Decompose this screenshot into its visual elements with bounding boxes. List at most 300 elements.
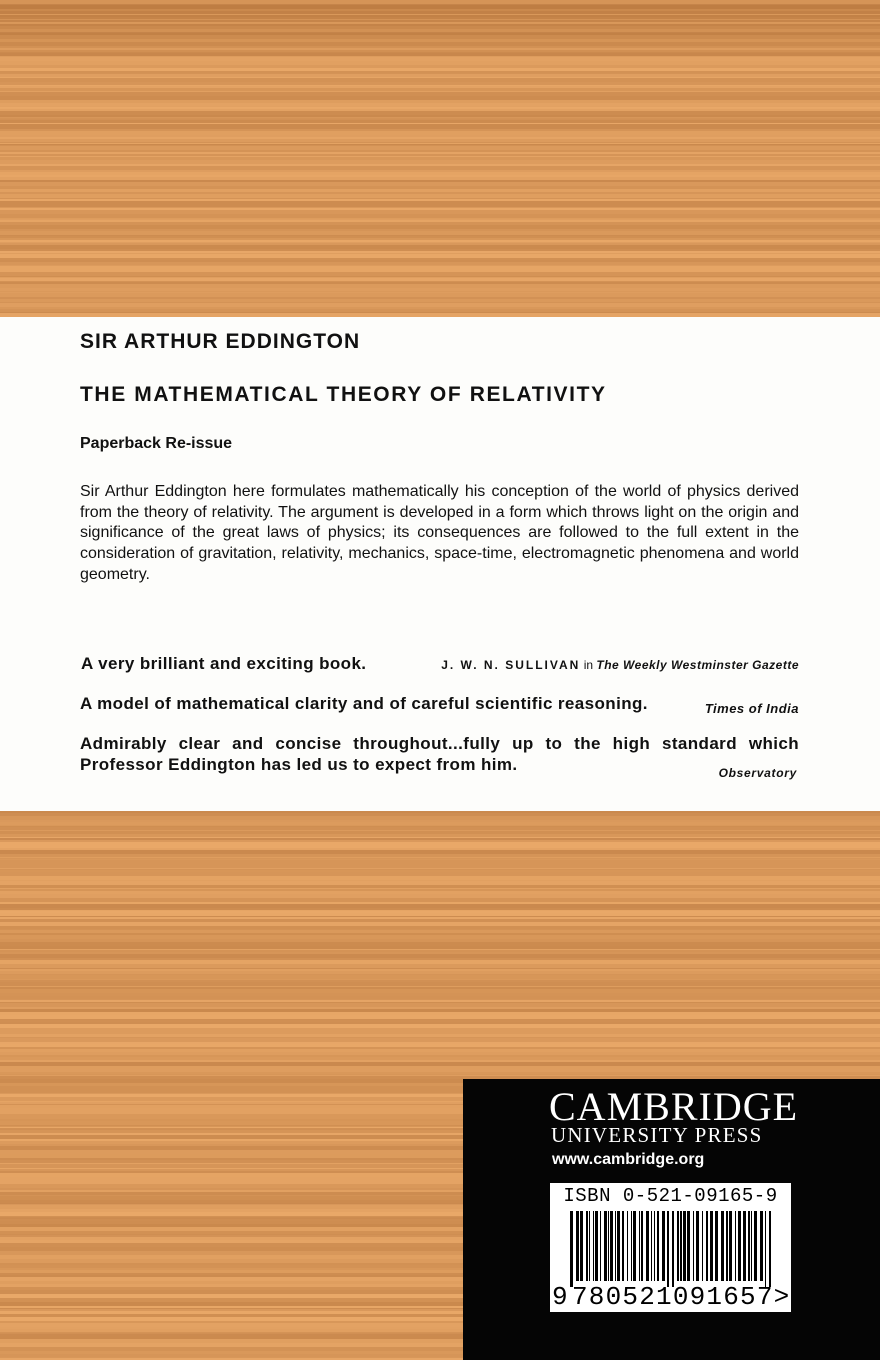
barcode-bar	[576, 1211, 579, 1281]
barcode-bar	[662, 1211, 665, 1281]
wood-grain-band	[0, 22, 880, 23]
barcode-bar	[667, 1211, 669, 1287]
publisher-url: www.cambridge.org	[552, 1151, 705, 1168]
wood-grain-band	[0, 933, 880, 935]
wood-grain-band	[0, 307, 880, 309]
wood-grain-band	[0, 929, 880, 930]
wood-grain-band	[0, 249, 880, 251]
barcode-bar	[715, 1211, 718, 1281]
wood-grain-band	[0, 1024, 880, 1028]
wood-grain-band	[0, 952, 880, 954]
wood-grain-band	[0, 282, 880, 284]
wood-grain-band	[0, 284, 880, 288]
wood-grain-band	[0, 192, 880, 194]
wood-grain-band	[0, 56, 880, 57]
barcode-bar	[748, 1211, 750, 1281]
wood-grain-band	[0, 277, 880, 278]
barcode	[550, 1183, 791, 1312]
wood-grain-band	[0, 103, 880, 106]
wood-grain-band	[0, 180, 880, 182]
wood-grain-band	[0, 20, 880, 22]
wood-grain-band	[0, 1044, 880, 1047]
wood-grain-band	[0, 827, 880, 830]
wood-grain-band	[0, 1075, 880, 1076]
barcode-bar	[627, 1211, 628, 1281]
wood-grain-band	[0, 222, 880, 225]
wood-grain-band	[0, 236, 880, 238]
wood-grain-band	[0, 860, 880, 864]
isbn-label: ISBN 0-521-09165-9	[563, 1185, 778, 1207]
wood-grain-band	[0, 910, 880, 911]
wood-grain-band	[0, 950, 880, 952]
wood-grain-band	[0, 204, 880, 207]
wood-grain-band	[0, 32, 880, 33]
wood-grain-band	[0, 939, 880, 942]
wood-grain-band	[0, 131, 880, 135]
wood-grain-band	[0, 949, 880, 950]
wood-grain-band	[0, 109, 880, 111]
barcode-bar	[654, 1211, 655, 1281]
barcode-bar	[693, 1211, 694, 1281]
barcode-bars	[570, 1211, 774, 1287]
wood-grain-band	[0, 816, 880, 820]
wood-grain-band	[0, 15, 880, 17]
wood-grain-band	[0, 854, 880, 857]
author-name: SIR ARTHUR EDDINGTON	[80, 330, 361, 353]
wood-grain-band	[0, 989, 880, 993]
review-attribution-1	[441, 658, 799, 672]
wood-grain-band	[0, 278, 880, 281]
wood-grain-band	[0, 9, 880, 11]
barcode-bar	[604, 1211, 607, 1281]
wood-grain-band	[0, 857, 880, 858]
wood-grain-band	[0, 225, 880, 229]
wood-grain-top-art	[0, 0, 880, 317]
wood-grain-band	[0, 218, 880, 219]
wood-grain-band	[0, 214, 880, 218]
wood-grain-band	[0, 238, 880, 240]
wood-grain-band	[0, 975, 880, 979]
wood-grain-band	[0, 68, 880, 71]
review-quote-3: Admirably clear and concise throughout...fully up to the high standard which Professor Eddington has led us to expect from him.	[80, 734, 799, 774]
wood-grain-band	[0, 100, 880, 103]
wood-grain-band	[0, 117, 880, 118]
wood-grain-band	[0, 968, 880, 969]
wood-grain-band	[0, 872, 880, 876]
wood-grain-band	[0, 115, 880, 117]
barcode-bar	[631, 1211, 632, 1281]
wood-grain-band	[0, 868, 880, 869]
wood-grain-band	[0, 108, 880, 109]
wood-grain-band	[0, 870, 880, 872]
wood-grain-band	[0, 146, 880, 150]
wood-grain-band	[0, 898, 880, 902]
wood-grain-band	[0, 913, 880, 916]
wood-grain-band	[0, 186, 880, 189]
wood-grain-band	[0, 262, 880, 265]
wood-grain-band	[0, 954, 880, 958]
wood-grain-band	[0, 904, 880, 908]
barcode-bar	[726, 1211, 728, 1281]
wood-grain-band	[0, 987, 880, 989]
wood-grain-band	[0, 57, 880, 61]
wood-grain-band	[0, 288, 880, 291]
wood-grain-band	[0, 908, 880, 910]
wood-grain-band	[0, 911, 880, 913]
edition-label: Paperback Re-issue	[80, 435, 233, 452]
wood-grain-band	[0, 194, 880, 198]
wood-grain-band	[0, 935, 880, 939]
reviewer-name: J. W. N. SULLIVAN	[441, 658, 581, 672]
wood-grain-band	[0, 831, 880, 834]
wood-grain-band	[0, 86, 880, 88]
wood-grain-band	[0, 150, 880, 152]
barcode-bar	[710, 1211, 713, 1281]
wood-grain-band	[0, 199, 880, 201]
wood-grain-band	[0, 891, 880, 894]
wood-grain-band	[0, 1002, 880, 1003]
wood-grain-band	[0, 1055, 880, 1057]
wood-grain-band	[0, 143, 880, 144]
wood-grain-band	[0, 1019, 880, 1020]
wood-grain-band	[0, 177, 880, 180]
wood-grain-band	[0, 210, 880, 214]
wood-grain-band	[0, 11, 880, 14]
barcode-bar	[600, 1211, 601, 1281]
wood-grain-band	[0, 969, 880, 971]
wood-grain-band	[0, 946, 880, 949]
barcode-bar	[765, 1211, 766, 1287]
wood-grain-band	[0, 85, 880, 86]
barcode-bar	[683, 1211, 686, 1281]
barcode-bar	[570, 1211, 573, 1287]
wood-grain-band	[0, 299, 880, 302]
review-source-1: The Weekly Westminster Gazette	[596, 658, 799, 672]
barcode-bar	[580, 1211, 583, 1281]
wood-grain-band	[0, 1032, 880, 1034]
wood-grain-band	[0, 260, 880, 262]
barcode-bar	[729, 1211, 732, 1281]
wood-grain-band	[0, 999, 880, 1000]
wood-grain-band	[0, 53, 880, 56]
wood-grain-band	[0, 919, 880, 922]
barcode-bar	[754, 1211, 757, 1281]
publisher-name: CAMBRIDGE	[549, 1084, 799, 1129]
wood-grain-band	[0, 240, 880, 242]
wood-grain-band	[0, 1057, 880, 1060]
wood-grain-band	[0, 52, 880, 53]
barcode-bar	[622, 1211, 624, 1281]
wood-grain-band	[0, 276, 880, 277]
wood-grain-band	[0, 170, 880, 172]
wood-grain-band	[0, 71, 880, 73]
wood-grain-band	[0, 111, 880, 115]
wood-grain-band	[0, 1042, 880, 1044]
wood-grain-band	[0, 17, 880, 19]
wood-grain-band	[0, 971, 880, 974]
wood-grain-band	[0, 120, 880, 123]
wood-grain-band	[0, 119, 880, 120]
review-source-2: Times of India	[704, 701, 799, 716]
wood-grain-band	[0, 160, 880, 164]
wood-grain-band	[0, 826, 880, 827]
wood-grain-band	[0, 293, 880, 297]
wood-grain-band	[0, 840, 880, 842]
wood-grain-band	[0, 208, 880, 210]
barcode-bar	[677, 1211, 679, 1281]
wood-grain-band	[0, 253, 880, 254]
reviewer-connector: in	[583, 658, 594, 672]
wood-grain-band	[0, 1012, 880, 1015]
wood-grain-band	[0, 265, 880, 266]
barcode-bar	[738, 1211, 741, 1281]
wood-grain-band	[0, 26, 880, 29]
wood-grain-band	[0, 137, 880, 139]
wood-grain-band	[0, 272, 880, 276]
wood-grain-band	[0, 23, 880, 24]
wood-grain-band	[0, 242, 880, 243]
wood-grain-band	[0, 1015, 880, 1019]
wood-grain-band	[0, 198, 880, 199]
wood-grain-band	[0, 1022, 880, 1024]
wood-grain-band	[0, 1076, 880, 1077]
wood-grain-band	[0, 1037, 880, 1038]
wood-grain-band	[0, 825, 880, 826]
wood-grain-band	[0, 993, 880, 996]
barcode-bar	[646, 1211, 649, 1281]
wood-grain-band	[0, 1007, 880, 1009]
wood-grain-band	[0, 1062, 880, 1066]
wood-grain-band	[0, 888, 880, 889]
barcode-bar	[735, 1211, 736, 1281]
barcode-bar	[608, 1211, 609, 1281]
publisher-subtitle: UNIVERSITY PRESS	[551, 1123, 763, 1147]
ean-first-digit: 9	[552, 1282, 568, 1312]
wood-grain-band	[0, 48, 880, 50]
wood-grain-band	[0, 106, 880, 107]
barcode-bar	[769, 1211, 771, 1287]
barcode-bar	[610, 1211, 613, 1281]
barcode-bar	[615, 1211, 616, 1281]
wood-grain-band	[0, 1028, 880, 1032]
wood-grain-band	[0, 942, 880, 946]
wood-grain-band	[0, 220, 880, 222]
wood-grain-band	[0, 291, 880, 292]
wood-grain-band	[0, 92, 880, 96]
wood-grain-band	[0, 1049, 880, 1052]
barcode-bar	[721, 1211, 724, 1281]
wood-grain-band	[0, 1052, 880, 1055]
wood-grain-band	[0, 50, 880, 52]
wood-grain-band	[0, 65, 880, 68]
wood-grain-band	[0, 813, 880, 816]
barcode-bar	[702, 1211, 703, 1281]
wood-grain-band	[0, 156, 880, 157]
wood-grain-band	[0, 894, 880, 898]
wood-grain-band	[0, 107, 880, 108]
barcode-bar	[743, 1211, 746, 1281]
wood-grain-band	[0, 889, 880, 891]
wood-grain-band	[0, 254, 880, 258]
wood-grain-band	[0, 145, 880, 146]
barcode-bar	[751, 1211, 752, 1281]
barcode-bar	[672, 1211, 674, 1287]
wood-grain-band	[0, 243, 880, 245]
book-blurb: Sir Arthur Eddington here formulates mathematically his conception of the world of physics derived from the theory of relativity. The argument is developed in a form which throws light on the origin and significance of the great laws of physics; its consequences are followed to the full extent in the consideration of gravitation, relativity, mechanics, space-time, electromagnetic phenomena and world geometry.	[80, 483, 799, 583]
wood-grain-band	[0, 312, 880, 313]
wood-grain-band	[0, 982, 880, 986]
wood-grain-band	[0, 219, 880, 220]
wood-grain-band	[0, 859, 880, 860]
wood-grain-band	[0, 850, 880, 854]
review-quote-1: A very brilliant and exciting book.	[81, 654, 367, 673]
wood-grain-band	[0, 811, 880, 813]
wood-grain-band	[0, 157, 880, 160]
wood-grain-band	[0, 297, 880, 299]
wood-grain-band	[0, 144, 880, 145]
wood-grain-band	[0, 4, 880, 5]
book-title: THE MATHEMATICAL THEORY OF RELATIVITY	[80, 383, 607, 406]
wood-grain-band	[0, 129, 880, 131]
wood-grain-band	[0, 837, 880, 838]
wood-grain-band	[0, 0, 880, 4]
wood-grain-band	[0, 885, 880, 888]
barcode-bar	[639, 1211, 640, 1281]
wood-grain-band	[0, 5, 880, 9]
wood-grain-band	[0, 830, 880, 831]
review-source-3: Observatory	[718, 766, 797, 780]
wood-grain-band	[0, 1074, 880, 1075]
wood-grain-band	[0, 996, 880, 999]
wood-grain-band	[0, 123, 880, 124]
barcode-bar	[633, 1211, 636, 1281]
wood-grain-band	[0, 201, 880, 204]
wood-grain-band	[0, 303, 880, 307]
barcode-bar	[680, 1211, 682, 1281]
wood-grain-band	[0, 869, 880, 870]
wood-grain-band	[0, 834, 880, 837]
wood-grain-band	[0, 309, 880, 312]
wood-grain-band	[0, 922, 880, 926]
wood-grain-band	[0, 229, 880, 231]
wood-grain-band	[0, 838, 880, 840]
wood-grain-band	[0, 73, 880, 74]
review-quote-2: A model of mathematical clarity and of careful scientific reasoning.	[80, 694, 648, 713]
wood-grain-band	[0, 14, 880, 15]
wood-grain-band	[0, 1020, 880, 1022]
wood-grain-band	[0, 845, 880, 848]
barcode-bar	[657, 1211, 659, 1281]
wood-grain-band	[0, 302, 880, 303]
wood-grain-band	[0, 172, 880, 175]
barcode-bar	[696, 1211, 699, 1281]
barcode-bar	[706, 1211, 708, 1281]
wood-grain-band	[0, 1060, 880, 1062]
ean-remaining-digits: 780521091657>	[572, 1282, 791, 1312]
wood-grain-band	[0, 1000, 880, 1002]
wood-grain-band	[0, 142, 880, 143]
wood-grain-band	[0, 74, 880, 77]
barcode-bar	[641, 1211, 643, 1281]
wood-grain-band	[0, 930, 880, 933]
wood-grain-band	[0, 231, 880, 235]
wood-grain-band	[0, 1047, 880, 1049]
wood-grain-band	[0, 974, 880, 975]
wood-grain-band	[0, 24, 880, 26]
wood-grain-band	[0, 124, 880, 127]
wood-grain-band	[0, 258, 880, 260]
wood-grain-band	[0, 292, 880, 293]
wood-grain-band	[0, 166, 880, 170]
wood-grain-band	[0, 313, 880, 315]
wood-grain-band	[0, 960, 880, 964]
wood-grain-band	[0, 1009, 880, 1012]
wood-grain-band	[0, 19, 880, 20]
barcode-bar	[586, 1211, 588, 1281]
wood-grain-band	[0, 118, 880, 119]
wood-grain-band	[0, 902, 880, 904]
wood-grain-band	[0, 979, 880, 980]
wood-grain-band	[0, 39, 880, 42]
wood-grain-band	[0, 175, 880, 177]
wood-grain-band	[0, 42, 880, 46]
wood-grain-band	[0, 858, 880, 859]
wood-grain-band	[0, 152, 880, 154]
wood-grain-band	[0, 916, 880, 917]
wood-grain-band	[0, 1034, 880, 1037]
wood-grain-band	[0, 207, 880, 208]
wood-grain-band	[0, 820, 880, 822]
wood-grain-band	[0, 1072, 880, 1074]
wood-grain-band	[0, 82, 880, 85]
wood-grain-band	[0, 917, 880, 919]
wood-grain-band	[0, 1069, 880, 1072]
wood-grain-band	[0, 189, 880, 192]
wood-grain-band	[0, 127, 880, 129]
wood-grain-band	[0, 251, 880, 253]
wood-grain-band	[0, 154, 880, 156]
wood-grain-band	[0, 848, 880, 850]
wood-grain-band	[0, 880, 880, 881]
barcode-bar	[595, 1211, 598, 1281]
wood-grain-band	[0, 78, 880, 82]
wood-grain-band	[0, 61, 880, 65]
wood-grain-band	[0, 245, 880, 249]
wood-grain-band	[0, 1003, 880, 1007]
wood-grain-band	[0, 33, 880, 35]
wood-grain-band	[0, 1066, 880, 1069]
wood-grain-band	[0, 926, 880, 929]
wood-grain-band	[0, 88, 880, 91]
wood-grain-band	[0, 135, 880, 137]
wood-grain-band	[0, 35, 880, 39]
wood-grain-band	[0, 864, 880, 868]
wood-grain-band	[0, 235, 880, 236]
wood-grain-band	[0, 964, 880, 968]
wood-grain-band	[0, 96, 880, 100]
barcode-bar	[593, 1211, 594, 1281]
wood-grain-band	[0, 46, 880, 48]
wood-grain-band	[0, 266, 880, 270]
wood-grain-band	[0, 77, 880, 78]
barcode-bar	[760, 1211, 763, 1281]
wood-grain-band	[0, 139, 880, 142]
barcode-bar	[589, 1211, 590, 1281]
wood-grain-band	[0, 958, 880, 960]
wood-grain-band	[0, 270, 880, 272]
wood-grain-band	[0, 182, 880, 186]
wood-grain-band	[0, 281, 880, 282]
